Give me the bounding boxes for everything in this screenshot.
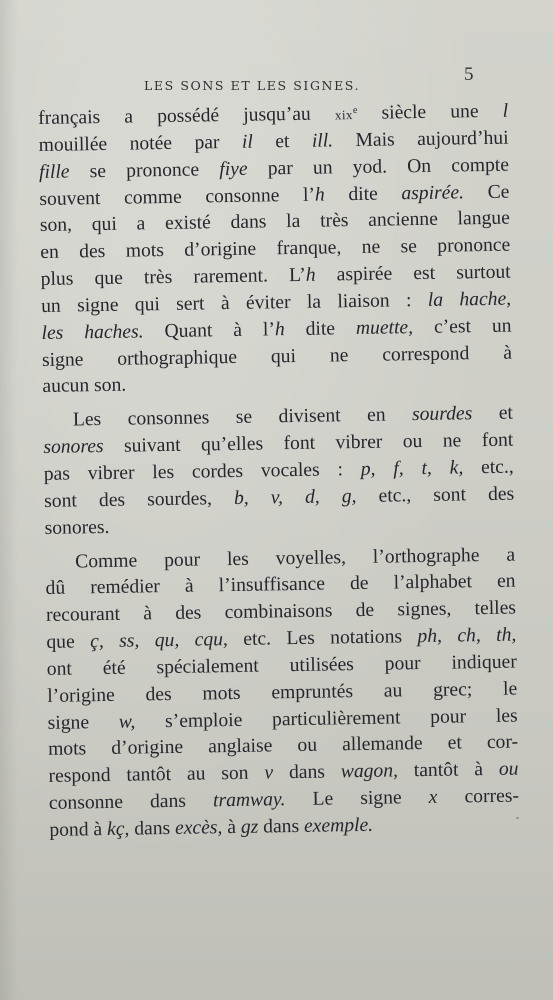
text-run: français a possédé jusqu’au xyxy=(38,103,336,129)
text-run: recourant à des combinaisons de signes, telles xyxy=(45,597,517,627)
text-run: Comme pour les voyelles, l’orthographe a xyxy=(74,544,516,572)
superscript-text: e xyxy=(352,104,358,117)
italic-text: sourdes xyxy=(411,403,473,426)
running-title: LES SONS ET LES SIGNES. xyxy=(144,78,361,93)
text-run: pond à xyxy=(49,818,108,841)
text-run: Mais aujourd’hui xyxy=(332,127,509,152)
text-run: sonores. xyxy=(44,516,110,539)
italic-text: x xyxy=(428,786,438,809)
italic-text: gz xyxy=(240,816,259,838)
text-run: plus que très rarement. L’ xyxy=(40,264,306,291)
text-run: dite xyxy=(284,317,357,340)
italic-text: exemple. xyxy=(303,814,374,837)
italic-text: muette, xyxy=(355,316,414,339)
italic-text: fiye xyxy=(219,158,248,180)
text-run: à xyxy=(222,816,242,839)
text-run: aspirée est surtout xyxy=(315,261,511,286)
paragraph xyxy=(43,401,515,543)
text-run: Ce xyxy=(463,181,510,203)
text-run: et xyxy=(252,130,313,153)
italic-text: ou xyxy=(498,758,519,781)
italic-text: b, v, d, g, xyxy=(233,485,357,509)
italic-text: sonores xyxy=(43,436,104,459)
text-run: Le signe xyxy=(285,787,429,811)
italic-text: h xyxy=(314,184,325,206)
paper-mark xyxy=(516,817,519,819)
text-run: sont des sourdes, xyxy=(44,487,235,512)
text-run: dans xyxy=(258,815,305,838)
italic-text: wagon, xyxy=(340,760,399,783)
paragraph xyxy=(45,542,520,845)
text-run: souvent comme consonne l’ xyxy=(39,184,316,210)
text-run: mots d’origine anglaise ou allemande et cor- xyxy=(47,731,519,761)
italic-text: v xyxy=(264,762,274,784)
italic-text: il xyxy=(241,131,253,153)
text-run: respond tantôt au son xyxy=(48,762,265,788)
text-run: signe orthographique qui ne correspond à xyxy=(41,342,513,371)
text-run: etc. Les notations xyxy=(227,626,418,651)
text-run: c’est un xyxy=(412,315,512,338)
text-run: signe xyxy=(47,711,119,734)
italic-text: kç, xyxy=(106,818,130,840)
text-run: siècle une xyxy=(357,100,503,124)
italic-text: h xyxy=(305,264,316,286)
text-run: etc., sont des xyxy=(356,483,515,507)
italic-text: p, f, t, k, xyxy=(360,457,464,480)
text-run: en des mots d’origine franque, ne se prononce xyxy=(40,234,511,264)
text-run: par un yod. On compte xyxy=(247,154,510,180)
text-run: ont été spécialement utilisées pour indiquer xyxy=(46,651,517,680)
text-run: dû remédier à l’insuffisance de l’alphabet en xyxy=(45,570,516,600)
italic-text: la hache, xyxy=(427,288,512,311)
italic-text: aspirée. xyxy=(401,181,465,204)
text-run: xix xyxy=(334,107,354,123)
paragraph xyxy=(38,99,513,402)
text-run: un signe qui sert à éviter la liaison : xyxy=(40,289,428,317)
text-run: Quant à l’ xyxy=(143,319,276,343)
text-run: l’origine des mots empruntés au grec; le xyxy=(47,678,518,707)
body-text xyxy=(38,99,520,845)
italic-text: fille xyxy=(38,161,70,183)
italic-text: ç, ss, qu, cqu, xyxy=(89,629,229,653)
italic-text: h xyxy=(274,318,285,341)
text-run: dans xyxy=(129,817,176,840)
italic-text: ph, ch, th, xyxy=(417,624,517,648)
text-run: que xyxy=(46,631,91,653)
text-run: corres- xyxy=(437,785,520,808)
italic-text: ill. xyxy=(311,130,334,152)
text-run: dans xyxy=(272,761,341,784)
text-run: aucun son. xyxy=(42,375,127,398)
text-run: se prononce xyxy=(69,158,220,183)
italic-text: les haches. xyxy=(41,321,144,344)
text-run: consonne dans xyxy=(48,790,214,815)
text-run: son, qui a existé dans la très ancienne langue xyxy=(39,207,510,237)
page-header xyxy=(0,64,553,94)
italic-text: w, xyxy=(118,711,136,733)
text-run: etc., xyxy=(463,456,514,479)
text-run: s’emploie particulièrement pour les xyxy=(135,705,518,733)
text-run: et xyxy=(472,402,514,425)
text-run: suivant qu’elles font vibrer ou ne font xyxy=(103,429,514,458)
text-run: pas vibrer les cordes vocales : xyxy=(43,458,361,485)
text-run: Les consonnes se divisent en xyxy=(72,404,413,431)
italic-text: l xyxy=(502,100,509,122)
text-run: mouillée notée par xyxy=(38,131,243,156)
page-number: 5 xyxy=(464,64,474,85)
italic-text: excès, xyxy=(174,817,223,839)
italic-text: tramway. xyxy=(212,789,286,812)
text-run: tantôt à xyxy=(397,759,500,782)
text-run: dite xyxy=(324,182,402,206)
